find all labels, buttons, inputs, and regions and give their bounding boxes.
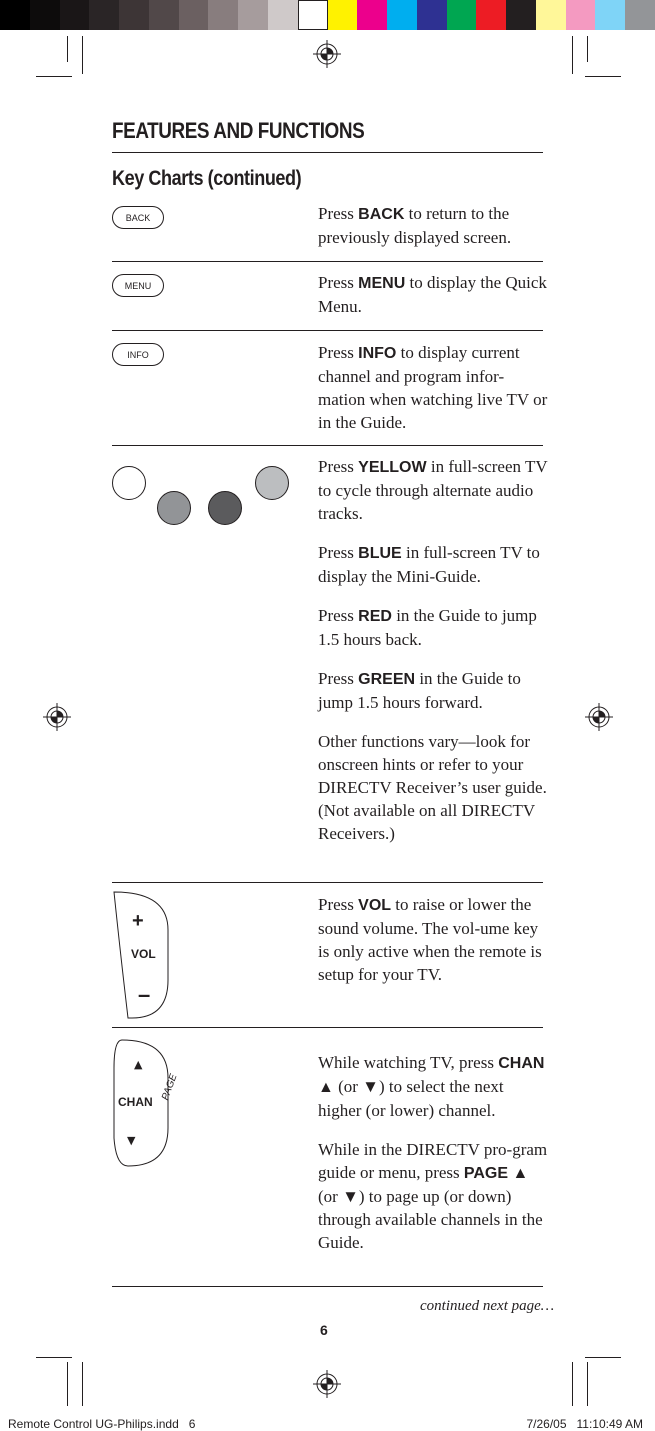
file-slug: Remote Control UG-Philips.indd 6 [8,1417,196,1431]
chan-down-icon: ▼ [127,1134,136,1147]
color-swatch [357,0,387,30]
back-description: Press BACK to return to the previously displayed screen. [318,204,512,247]
vol-label: VOL [131,947,156,961]
page-number: 6 [320,1322,328,1338]
section-subtitle: Key Charts (continued) [112,167,302,190]
color-bar [0,0,655,30]
registration-mark-icon [585,703,613,731]
vol-minus: – [138,982,151,1007]
back-button [112,206,164,229]
color-swatch [328,0,358,30]
divider [112,330,543,331]
color-swatch [238,0,268,30]
green-key [255,466,289,500]
color-swatch [119,0,149,30]
chan-label: CHAN [118,1095,153,1109]
color-swatch [625,0,655,30]
green-text: Press GREEN in the Guide to jump 1.5 hours forward. [318,669,521,712]
color-swatch [179,0,209,30]
registration-mark-icon [313,1370,341,1398]
page-label: PAGE [160,1072,180,1102]
menu-button-label: MENU [124,280,152,291]
registration-mark-icon [313,40,341,68]
menu-description: Press MENU to display the Quick Menu. [318,273,547,316]
color-swatch [387,0,417,30]
info-button [112,343,164,366]
vol-description: Press VOL to raise or lower the sound volume. The vol-ume key is only active when the remote is setup for your TV. [318,895,542,984]
divider [112,882,543,883]
blue-text: Press BLUE in full-screen TV to display the Mini-Guide. [318,543,540,586]
color-swatch [89,0,119,30]
info-button-label: INFO [127,349,149,360]
color-swatch [60,0,90,30]
color-swatch [536,0,566,30]
info-description: Press INFO to display current channel and program infor-mation when watching live TV or in the Guide. [318,343,548,432]
color-swatch [30,0,60,30]
color-swatch [149,0,179,30]
color-swatch [506,0,536,30]
other-functions-text: Other functions vary—look for onscreen hints or refer to your DIRECTV Receiver’s user guide. (Not available on all DIRECTV Receivers.) [318,732,547,843]
color-swatch [298,0,328,30]
color-swatch [447,0,477,30]
blue-key [157,491,191,525]
color-swatch [595,0,625,30]
page-title: FEATURES AND FUNCTIONS [112,118,365,143]
divider [112,1286,543,1287]
chan-description: While watching TV, press CHAN ▲ (or ▼) to select the next higher (or lower) channel. While in the DIRECTV pro-gram guide or menu, press PAGE ▲ (or ▼) to page up (or down) through available channels in the Guide. [318,1053,548,1252]
color-swatch [208,0,238,30]
red-key [208,491,242,525]
menu-button [112,274,164,297]
color-swatch [0,0,30,30]
continued-note: continued next page… [420,1298,555,1314]
divider [112,152,543,153]
divider [112,445,543,446]
color-swatch [417,0,447,30]
chan-up-icon: ▲ [134,1058,143,1071]
vol-plus: + [132,910,144,932]
color-keys-description [318,455,550,861]
red-text: Press RED in the Guide to jump 1.5 hours back. [318,606,537,649]
timestamp-slug: 7/26/05 11:10:49 AM [526,1417,643,1431]
color-swatch [268,0,298,30]
registration-mark-icon [43,703,71,731]
color-swatch [566,0,596,30]
yellow-key [112,466,146,500]
back-button-label: BACK [125,212,151,223]
divider [112,1027,543,1028]
yellow-text: Press YELLOW in full-screen TV to cycle through alternate audio tracks. [318,457,548,523]
color-swatch [476,0,506,30]
divider [112,261,543,262]
